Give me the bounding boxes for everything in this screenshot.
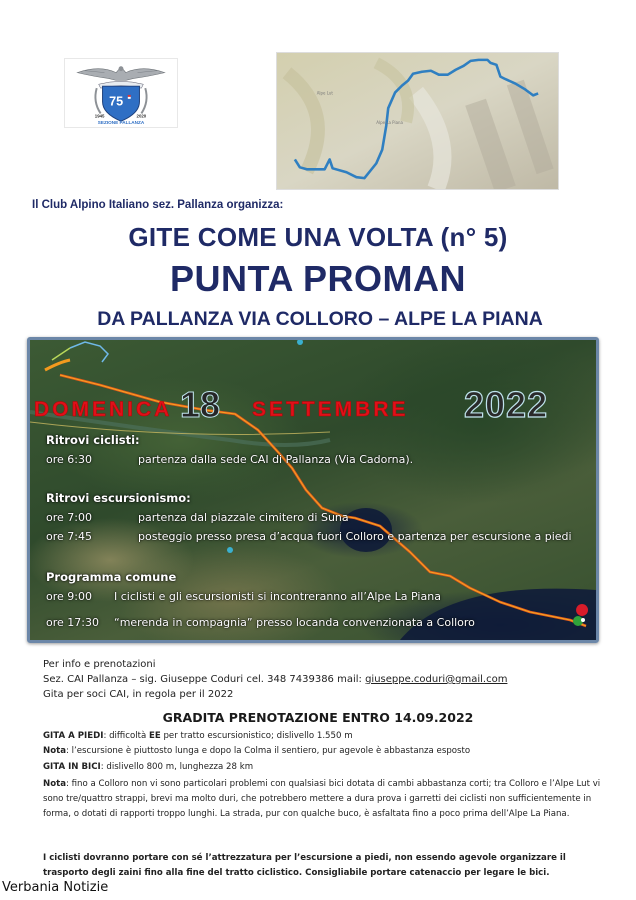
route-track-icon xyxy=(277,53,558,189)
booking-deadline: GRADITA PRENOTAZIONE ENTRO 14.09.2022 xyxy=(162,710,474,725)
schedule-time: ore 9:00 xyxy=(46,590,92,603)
schedule-text: I ciclisti e gli escursionisti si incontreranno all’Alpe La Piana xyxy=(114,590,441,603)
schedule-time: ore 17:30 xyxy=(46,616,99,629)
contact-info xyxy=(43,657,507,702)
route-subtitle: DA PALLANZA VIA COLLORO – ALPE LA PIANA xyxy=(97,308,543,330)
bike-note: Nota: fino a Colloro non vi sono particolari problemi con qualsiasi bici dotata di cambi abbastanza corti; tra Colloro e l’Alpe Lut vi sono tre/quattro strappi, brevi ma molto duri, che potrebbero mettere a dura prova i garretti dei ciclisti non sufficientemente in forma, o dotati di rapporti troppo lunghi. La strada, pur con qualche buco, è asfaltata fino a poco prima dell’Alpe La Piana. xyxy=(43,779,601,819)
cai-logo xyxy=(64,58,178,128)
bike-summary: GITA IN BICI: dislivello 800 m, lunghezza 28 km xyxy=(43,762,254,772)
organizer-line: Il Club Alpino Italiano sez. Pallanza organizza: xyxy=(32,199,284,211)
svg-text:1945: 1945 xyxy=(94,113,105,119)
membership-note: Gita per soci CAI, in regola per il 2022 xyxy=(43,689,234,700)
hikers-heading: Ritrovi escursionismo: xyxy=(46,491,191,505)
event-date-banner xyxy=(34,384,594,428)
date-day: 18 xyxy=(180,384,221,425)
schedule-time: ore 6:30 xyxy=(46,453,92,466)
schedule-text: “merenda in compagnia” presso locanda convenzionata a Colloro xyxy=(114,616,475,629)
cyclists-heading: Ritrovi ciclisti: xyxy=(46,433,140,447)
email-link[interactable]: giuseppe.coduri@gmail.com xyxy=(365,674,508,685)
schedule-text: posteggio presso presa d’acqua fuori Colloro e partenza per escursione a piedi xyxy=(138,530,572,543)
date-month: SETTEMBRE xyxy=(252,398,409,421)
schedule-time: ore 7:45 xyxy=(46,530,92,543)
svg-text:SEZIONE PALLANZA: SEZIONE PALLANZA xyxy=(97,120,145,126)
route-map xyxy=(276,52,559,190)
destination-title: PUNTA PROMAN xyxy=(170,258,466,299)
svg-text:Alpe La Piana: Alpe La Piana xyxy=(376,119,403,125)
event-series-title: GITE COME UNA VOLTA (n° 5) xyxy=(128,222,508,252)
schedule-text: partenza dal piazzale cimitero di Suna xyxy=(138,511,349,524)
schedule-text: partenza dalla sede CAI di Pallanza (Via Cadorna). xyxy=(138,453,414,466)
hike-summary: GITA A PIEDI: difficoltà EE per tratto escursionistico; dislivello 1.550 m xyxy=(43,731,353,741)
svg-text:75: 75 xyxy=(109,94,124,109)
svg-text:Alpe Lut: Alpe Lut xyxy=(316,90,333,96)
common-program-heading: Programma comune xyxy=(46,570,177,584)
contact-line: Sez. CAI Pallanza – sig. Giuseppe Coduri cel. 348 7439386 mail: giuseppe.coduri@gmail.com xyxy=(43,674,508,685)
svg-text:2020: 2020 xyxy=(136,113,147,119)
date-year: 2022 xyxy=(464,384,549,425)
satellite-map-panel xyxy=(27,337,599,643)
source-watermark: Verbania Notizie xyxy=(2,880,109,895)
bike-warning: I ciclisti dovranno portare con sé l’attrezzatura per l’escursione a piedi, non essendo agevole organizzare il trasporto degli zaini fino alla fine del tratto ciclistico. Consigliabile portare catenaccio per legare le bici. xyxy=(43,853,566,878)
schedule-time: ore 7:00 xyxy=(46,511,92,524)
hike-note: Nota: l’escursione è piuttosto lunga e dopo la Colma il sentiero, pur agevole è abbastanza esposto xyxy=(43,746,471,756)
eagle-shield-icon xyxy=(65,59,177,127)
date-weekday: DOMENICA xyxy=(34,398,173,421)
info-heading: Per info e prenotazioni xyxy=(43,659,156,670)
hike-details xyxy=(43,729,603,759)
